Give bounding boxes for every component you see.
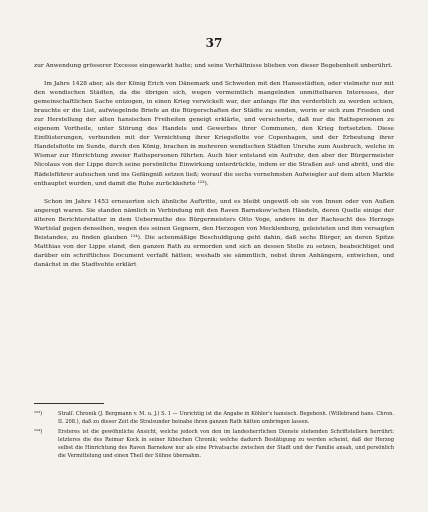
footnote-text: Stralſ. Chronik (J. Bergmann v. M. u. J.) S. 1 — Unrichtig ist die Angabe in Köhler's hansisch. Begebenh. (Willebrand hans. Chron. II. 208.), daß zu dieser Zeit die Stralsunder beinahe ihren ganzen Rath hätten umbringen lassen. (58, 411, 394, 425)
footnotes (34, 411, 394, 463)
footnote-mark: ¹²⁴) (34, 429, 43, 436)
page-number: 37 (205, 36, 223, 50)
footnote-mark: ¹²³) (34, 411, 43, 417)
footnote-123 (34, 411, 394, 426)
footnote-124 (34, 429, 394, 460)
paragraph-2: Im Jahre 1428 aber, als der König Erich von Dänemark und Schweden mit den Hansestädten, oder vielmehr nur mit den wendischen Städten, da die übrigen sich, wegen vermeintlich mangelnden unmittelbaren Interesses, der gemeinschaftlichen Sache entzogen, in einen Krieg verwickelt war, der anfangs für ihn verderblich zu werden schien, brauchte er die List, aufwiegelnde Briefe an die Bürgerschaften der Städte zu senden, worin er sich zum Frieden und zur Herstellung der alten hansischen Freiheiten geneigt erklärte, und versicherte, daß nur die Rathspersonen zu eigenem Vortheile, unter Störung des Handels und Gewerbes ihrer Communen, den Krieg fortsetzten. Diese Einflüsterungen, verbunden mit der Vernichtung ihrer Kriegsflotte vor Copenhagen, und der Erbeutung ihrer Handelsflotte im Sunde, durch den König, brachen in mehreren wendischen Städten Unruhe zum Ausbruch, welche in Wismar zur Hinrichtung zweier Rathspersonen führten. Auch hier entstand ein Aufruhr, den aber der Bürgermeister Nicolaus von der Lippe durch seine persönliche Einwirkung unterdrückte, indem er die Straßen auf- und abritt, und die Rädelsführer aufsuchen und ins Gefängniß setzen ließ; worauf die sechs vornehmsten Aufwiegler auf dem alten Markte enthauptet wurden, und damit die Ruhe zurückkehrte ¹²³). (34, 81, 394, 187)
footnote-divider (34, 403, 104, 404)
body-text (34, 62, 394, 270)
footnote-text: Ersteres ist die gewöhnliche Ansicht, welche jedoch von den im landesherrlichen Dienste stehenden Schriftstellern herrührt: letzteres die des Reimar Kock in seiner lübischen Chronik; welche dadurch Bestätigung zu werden scheint, daß der Herzog selbst die Hinrichtung des Raven Barnekow nur als eine Privatsache zwischen der Stadt und der Familie ansah, und persönlich die Vermittelung und einen Theil der Sühne übernahm. (58, 429, 394, 459)
paragraph-1: zur Anwendung grösserer Excesse eingewarkt hatte; und seine Verhältnisse blieben von dieser Begebenheit unberührt. (34, 63, 393, 69)
paragraph-3: Schon im Jahre 1453 erneuerten sich ähnliche Auftritte, und es bleibt ungewiß ob sie von Innen oder von Außen angeregt waren. Sie standen nämlich in Verbindung mit den Raven Barnekow'schen Händeln, deren Quelle einige der älteren Berichterstatter in dem Uebermuthe des Bürgermeisters Otto Voge, andere in der Rachsucht des Herzogs Wartislaf gegen denselben, wegen des seinen Gegnern, den Herzogen von Mecklenburg, geleisteten und ihm versagten Beistandes, zu finden glauben ¹²⁴). Die actenmäßige Beschuldigung geht dahin, daß sechs Bürger, an deren Spitze Matthias von der Lippe stand, den ganzen Rath zu ermorden und sich an dessen Stelle zu setzen, beabsichtiget und darüber ein schriftliches Document verfaßt hätten; weshalb sie sämmtlich, nebst ihren Anhängern, entwichen, und danächst in die Stadtvehte erklärt (34, 198, 394, 268)
